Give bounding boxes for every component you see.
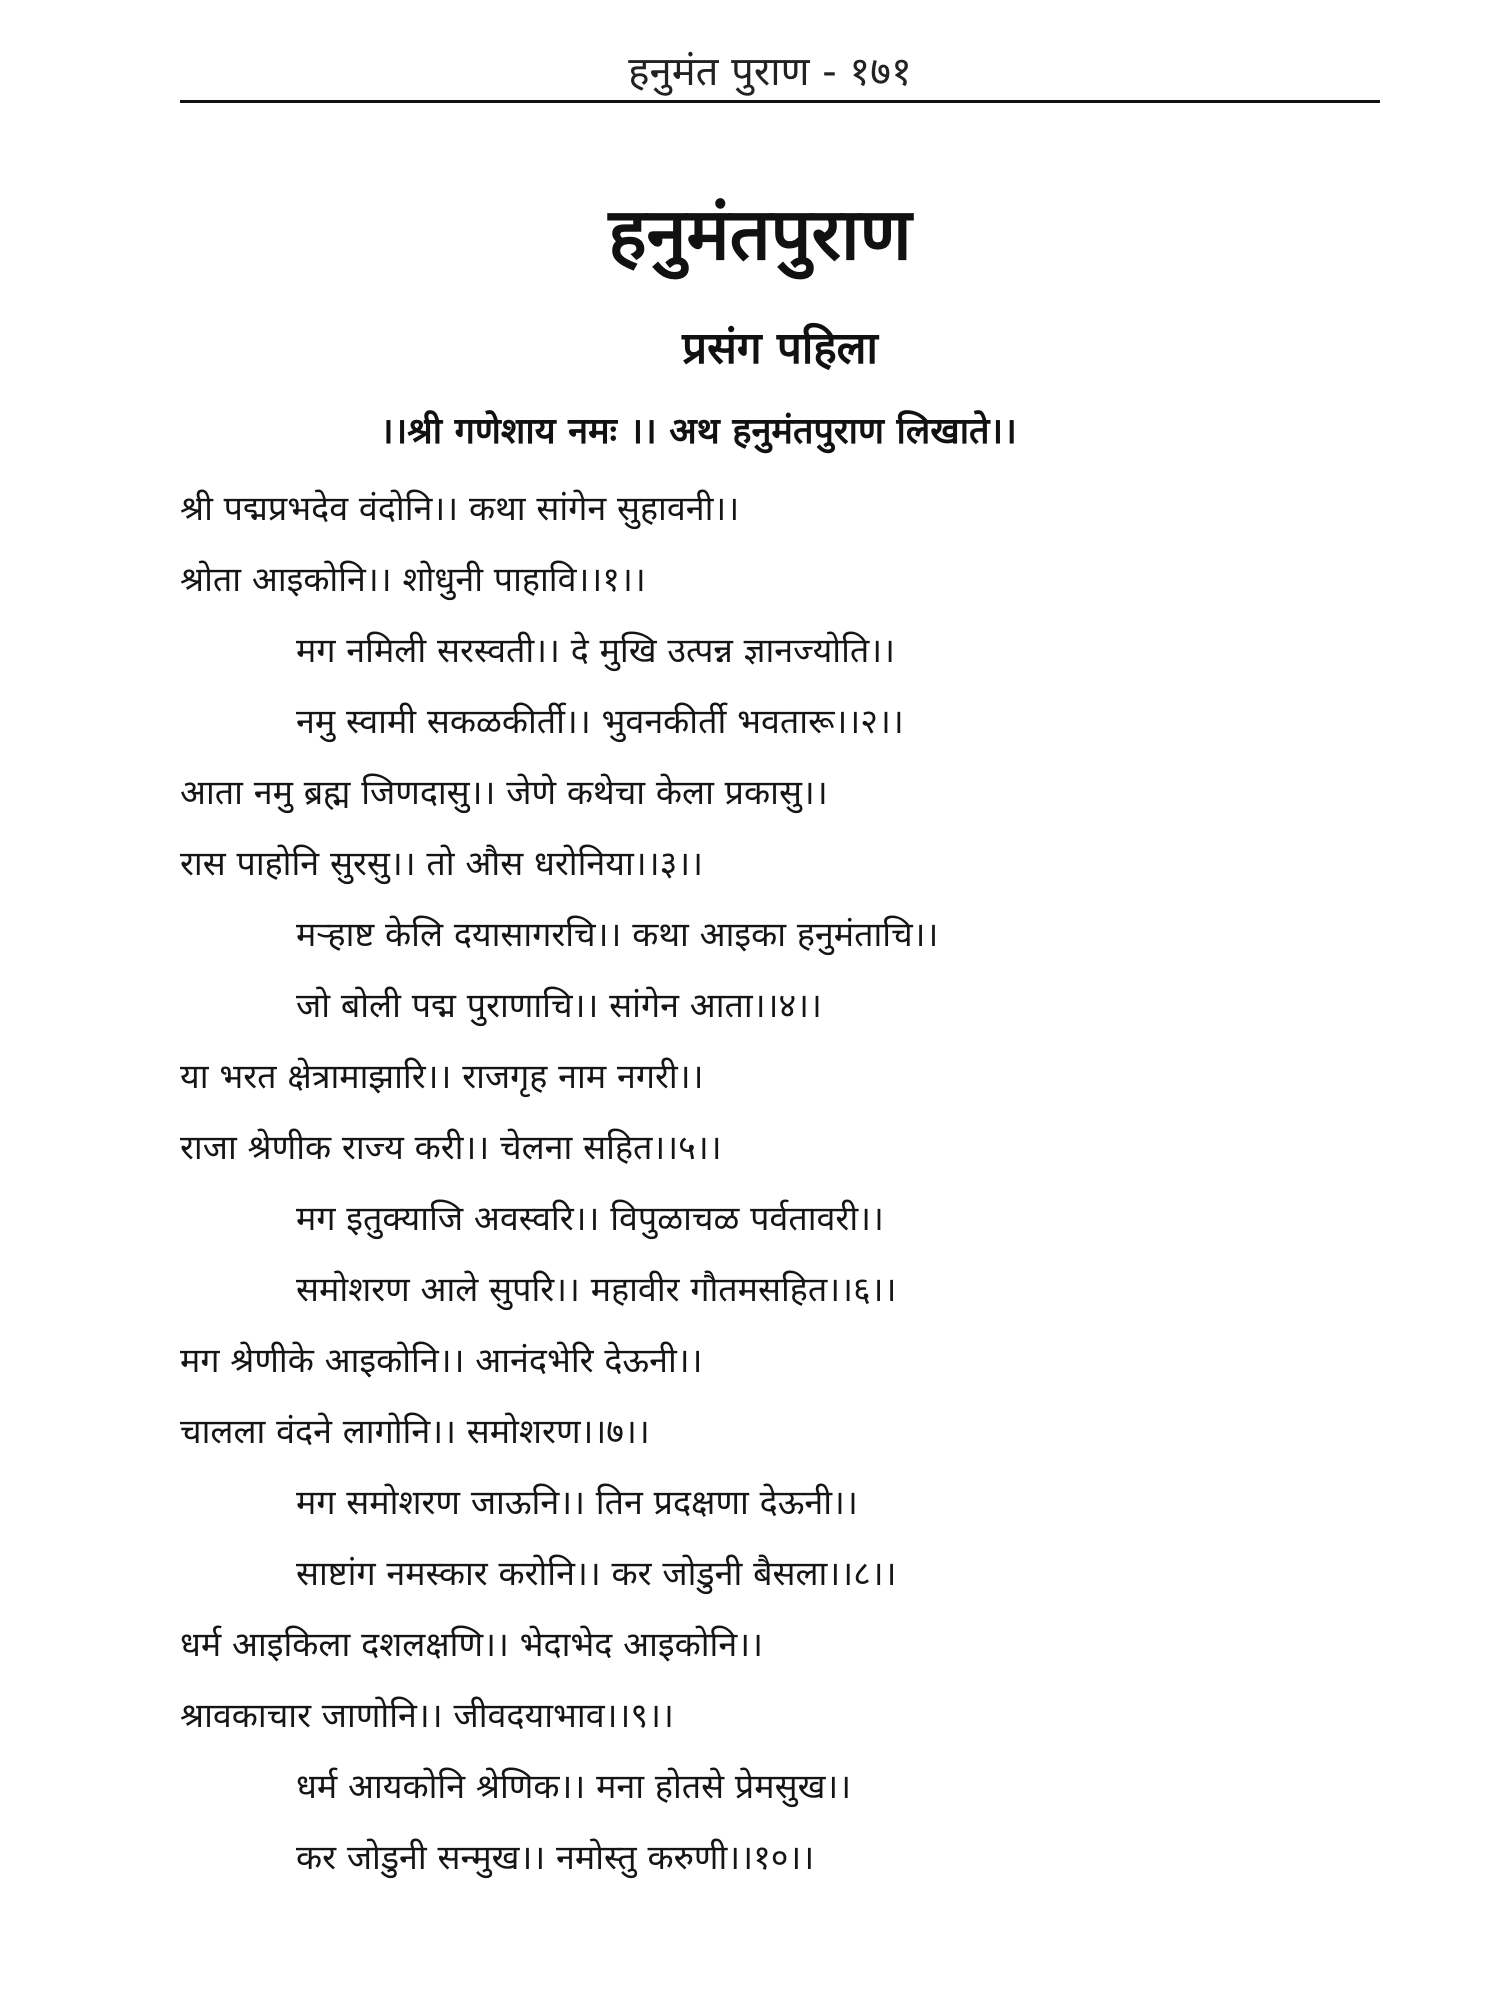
verse-line: धर्म आयकोनि श्रेणिक।। मना होतसे प्रेमसुख।।	[296, 1767, 852, 1807]
verse-line: रास पाहोनि सुरसु।। तो औस धरोनिया।।३।।	[180, 844, 704, 884]
verse-line: समोशरण आले सुपरि।। महावीर गौतमसहित।।६।।	[296, 1270, 897, 1310]
verse-line: आता नमु ब्रह्म जिणदासु।। जेणे कथेचा केला प्रकासु।।	[180, 773, 828, 813]
verse-line: मग इतुक्याजि अवस्वरि।। विपुळाचळ पर्वतावरी।।	[296, 1199, 884, 1239]
verse-line: धर्म आइकिला दशलक्षणि।। भेदाभेद आइकोनि।।	[180, 1625, 763, 1665]
verse-line: नमु स्वामी सकळकीर्ती।। भुवनकीर्ती भवतारू।।२।।	[296, 702, 904, 742]
invocation-line: ।।श्री गणेशाय नमः ।। अथ हनुमंतपुराण लिखाते।।	[380, 411, 1017, 452]
verse-line: या भरत क्षेत्रामाझारि।। राजगृह नाम नगरी।।	[180, 1057, 704, 1097]
verse-line: मग नमिली सरस्वती।। दे मुखि उत्पन्न ज्ञानज्योति।।	[296, 631, 896, 671]
page-title: हनुमंतपुराण	[608, 192, 912, 277]
verse-line: साष्टांग नमस्कार करोनि।। कर जोडुनी बैसला।।८।।	[296, 1554, 897, 1594]
verse-line: मग श्रेणीके आइकोनि।। आनंदभेरि देऊनी।।	[180, 1341, 703, 1381]
verse-line: श्रोता आइकोनि।। शोधुनी पाहावि।।१।।	[180, 560, 646, 600]
verse-line: श्रावकाचार जाणोनि।। जीवदयाभाव।।९।।	[180, 1696, 674, 1736]
verse-line: मऱ्हाष्ट केलि दयासागरचि।। कथा आइका हनुमंताचि।।	[296, 915, 939, 955]
verse-line: कर जोडुनी सन्मुख।। नमोस्तु करुणी।।१०।।	[296, 1838, 815, 1878]
verse-line: राजा श्रेणीक राज्य करी।। चेलना सहित।।५।।	[180, 1128, 722, 1168]
header-rule	[180, 100, 1380, 103]
chapter-subtitle: प्रसंग पहिला	[682, 322, 878, 374]
running-header: हनुमंत पुराण - १७१	[628, 49, 912, 95]
verse-line: जो बोली पद्म पुराणाचि।। सांगेन आता।।४।।	[296, 986, 822, 1026]
verse-list	[0, 474, 1500, 1894]
verse-line: श्री पद्मप्रभदेव वंदोनि।। कथा सांगेन सुहावनी।।	[180, 489, 740, 529]
verse-line: चालला वंदने लागोनि।। समोशरण।।७।।	[180, 1412, 650, 1452]
verse-line: मग समोशरण जाऊनि।। तिन प्रदक्षणा देऊनी।।	[296, 1483, 858, 1523]
